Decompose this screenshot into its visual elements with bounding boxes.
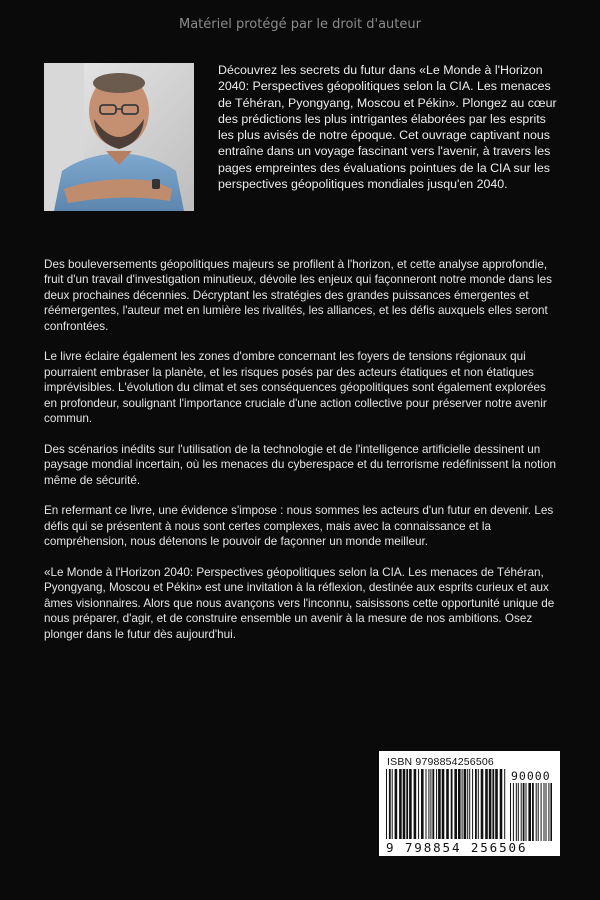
barcode-bar [492,769,494,839]
paragraph: Des bouleversements géopolitiques majeurs se profilent à l'horizon, et cette analyse approfondie, fruit d'un travail d'investigation minutieux, dévoile les enjeux qui façonneront notre monde dans les deux prochaines décennies. Décryptant les stratégies des grandes puissances émergentes et réémergentes, l'auteur met en lumière les rivalités, les alliances, et les défis auxquels elles seront confrontées. [44,258,552,333]
barcode-bar [472,769,473,839]
barcode-bar [532,783,534,841]
barcode-bar [464,769,467,839]
barcode-bar [478,769,479,839]
barcode-bar [389,769,391,839]
barcode-bar [475,769,477,839]
barcode-bar [523,783,525,841]
barcode-bar [526,783,527,841]
barcode-bar [458,769,461,839]
barcode-bar [541,783,542,841]
barcode-bar [409,769,412,839]
barcode-bar [510,783,511,841]
price-barcode-bars [510,783,552,841]
barcode-bar [403,769,406,839]
paragraph: Des scénarios inédits sur l'utilisation de la technologie et de l'intelligence artificielle dessinent un paysage mondial incertain, où les menaces du cyberespace et du terrorisme redéfinissent la notion même de sécurité. [44,442,556,487]
barcode-bar [518,783,519,841]
barcode-bar [495,769,498,839]
barcode-bar [442,769,445,839]
barcode-bar [489,769,492,839]
barcode-bar [399,769,402,839]
barcode-bar [550,783,552,841]
intro-paragraph: Découvrez les secrets du futur dans «Le Monde à l'Horizon 2040: Perspectives géopolitiques selon la CIA. Les menaces de Téhéran, Pyongyang, Moscou et Pékin». Plongez au cœur des prédictions les plus intrigantes élaborées par les esprits les plus avisés de notre époque. Cet ouvrage captivant nous entraîne dans un voyage fascinant vers l'avenir, à travers les pages empreintes des évaluations pointues de la CIA sur les perspectives géopolitiques mondiales jusqu'en 2040. [218,63,557,192]
barcode-bar [546,783,547,841]
barcode-bar [548,783,549,841]
description-text [44,257,556,657]
barcode-bar [392,769,393,839]
author-portrait-image [44,63,194,211]
barcode-bar [516,783,517,841]
paragraph: «Le Monde à l'Horizon 2040: Perspectives géopolitiques selon la CIA. Les menaces de Téhéran, Pyongyang, Moscou et Pékin» est une invitation à la réflexion, destinée aux esprits curieux et aux âmes visionnaires. Alors que nous avançons vers l'inconnu, saisissons cette opportunité unique de nous préparer, d'agir, et de construire ensemble un avenir à la mesure de nos ambitions. Osez plonger dans le futur dès aujourd'hui. [44,566,555,641]
barcode-bar [513,783,514,841]
ean-barcode-bars [386,769,506,839]
barcode-bar [521,783,522,841]
barcode-bar [504,769,505,839]
barcode-bar [426,769,427,839]
barcode-bar [436,769,437,839]
barcode-bar [528,783,531,841]
barcode-bar [386,769,387,839]
barcode-bar [438,769,441,839]
barcode-bar [414,769,417,839]
paragraph: En refermant ce livre, une évidence s'impose : nous sommes les acteurs d'un futur en devenir. Les défis qui se présentent à nous sont certes complexes, mais avec la connaissance et la compréhension, nous détenons le pouvoir de façonner un monde meilleur. [44,504,554,549]
barcode-bar [536,783,537,841]
barcode-bar [500,769,503,839]
barcode-bar [421,769,424,839]
barcode-digits: 9 798854 256506 [386,840,528,855]
barcode-bar [485,769,488,839]
barcode-bar [469,769,470,839]
price-code: 90000 [511,769,551,783]
barcode-bar [418,769,419,839]
barcode-bar [406,769,408,839]
copyright-watermark-top: Matériel protégé par le droit d'auteur [179,17,421,32]
barcode-bar [467,769,468,839]
barcode-bar [446,769,449,839]
barcode-bar [430,769,431,839]
isbn-label: ISBN 9798854256506 [387,756,494,768]
barcode-bar [544,783,545,841]
author-photo [44,63,194,211]
paragraph: Le livre éclaire également les zones d'ombre concernant les foyers de tensions régionaux qui pourraient embraser la planète, et les risques posés par des acteurs étatiques et non étatiques imprévisibles. L'évolution du climat et ses conséquences géopolitiques sont également explorées en profondeur, soulignant l'importance cruciale d'une action collective pour préserver notre avenir commun. [44,350,547,426]
barcode-bar [451,769,453,839]
barcode-bar [538,783,539,841]
barcode-bar [428,769,429,839]
barcode-bar [462,769,463,839]
barcode-bar [432,769,434,839]
barcode-bar [395,769,398,839]
barcode-bar [481,769,484,839]
isbn-barcode-box [379,751,560,856]
barcode-bar [454,769,457,839]
